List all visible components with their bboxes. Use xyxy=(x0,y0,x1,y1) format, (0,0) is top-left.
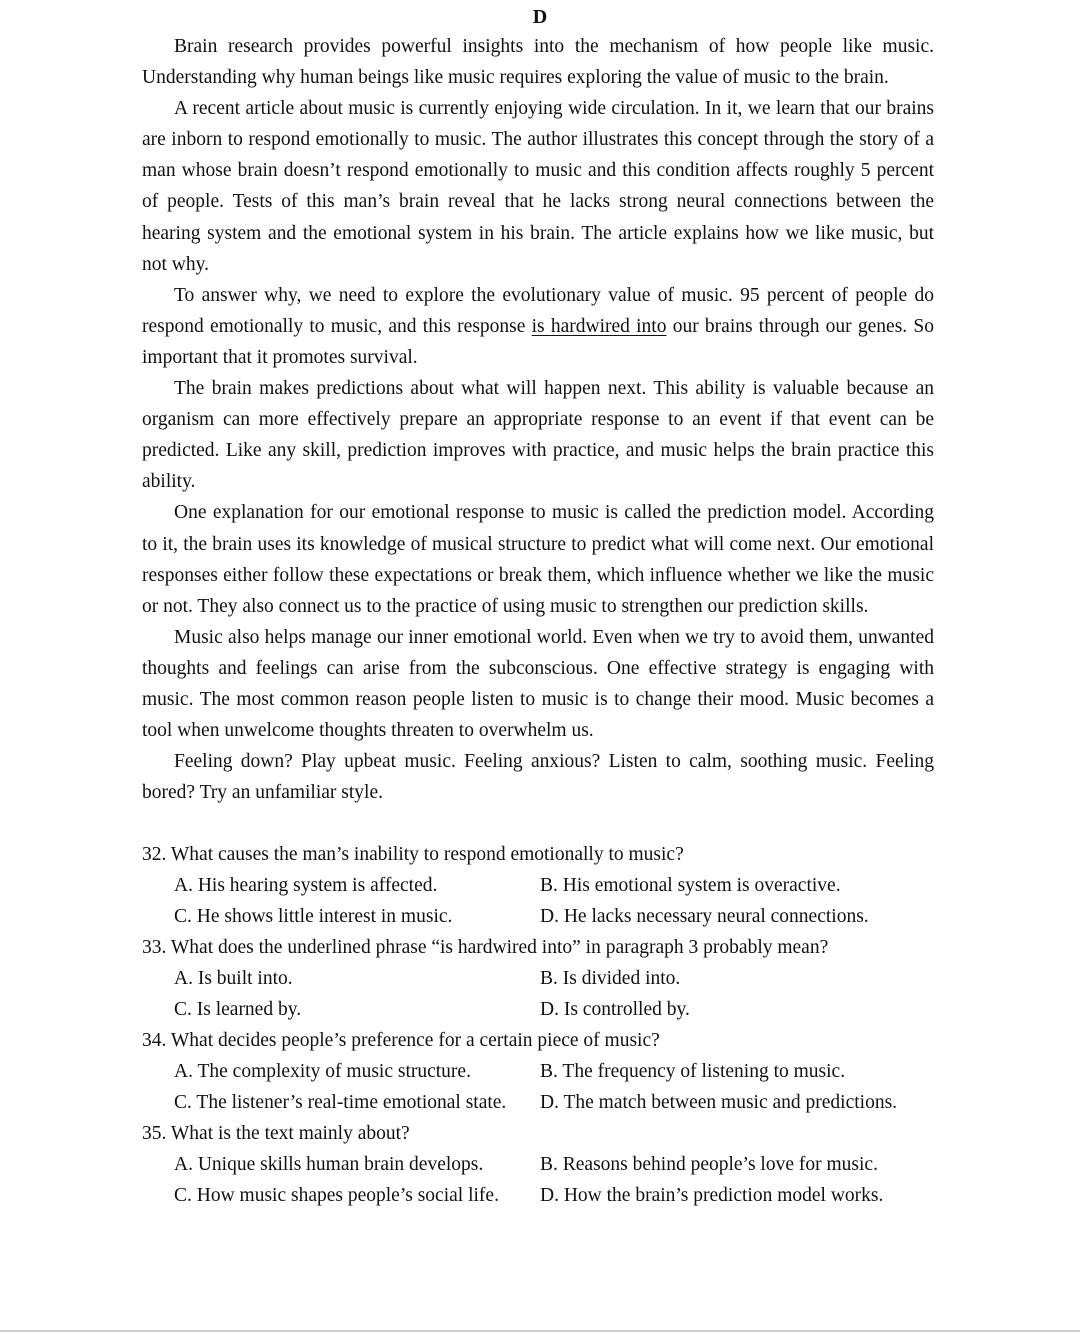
option-a[interactable]: A. Is built into. xyxy=(174,968,293,989)
question-stem: 32. What causes the man’s inability to respond emotionally to music? xyxy=(142,844,684,865)
underlined-phrase: is hardwired into xyxy=(531,315,667,337)
reading-passage xyxy=(142,31,934,808)
paragraph-4: The brain makes predictions about what will happen next. This ability is valuable because an organism can more effectively prepare an appropriate response to an event if that event can be predicted. Like any skill, prediction improves with practice, and music helps the brain practice this ability. xyxy=(142,378,934,493)
option-b[interactable]: B. His emotional system is overactive. xyxy=(540,875,841,896)
question-list xyxy=(142,839,942,1211)
question-stem: 35. What is the text mainly about? xyxy=(142,1123,410,1144)
question-35 xyxy=(142,1118,942,1211)
option-d[interactable]: D. Is controlled by. xyxy=(540,999,690,1020)
question-stem: 34. What decides people’s preference for a certain piece of music? xyxy=(142,1030,660,1051)
option-a[interactable]: A. His hearing system is affected. xyxy=(174,875,438,896)
paragraph-3-part-2: our brains through our genes. So important that it promotes survival. xyxy=(142,315,934,368)
option-b[interactable]: B. The frequency of listening to music. xyxy=(540,1061,846,1082)
paragraph-1: Brain research provides powerful insights into the mechanism of how people like music. Understanding why human beings like music requires exploring the value of music to the brain. xyxy=(142,36,934,89)
option-group xyxy=(142,1149,942,1211)
question-stem: 33. What does the underlined phrase “is hardwired into” in paragraph 3 probably mean? xyxy=(142,937,829,958)
section-heading: D xyxy=(532,6,548,28)
question-32 xyxy=(142,839,942,932)
option-c[interactable]: C. Is learned by. xyxy=(174,999,302,1020)
page-bottom-divider xyxy=(0,1330,1080,1332)
question-34 xyxy=(142,1025,942,1118)
option-group xyxy=(142,1056,942,1118)
option-a[interactable]: A. The complexity of music structure. xyxy=(174,1061,471,1082)
option-b[interactable]: B. Reasons behind people’s love for music. xyxy=(540,1154,878,1175)
option-b[interactable]: B. Is divided into. xyxy=(540,968,681,989)
option-group xyxy=(142,870,942,932)
paragraph-3 xyxy=(142,280,934,373)
option-d[interactable]: D. The match between music and predictions. xyxy=(540,1092,898,1113)
option-c[interactable]: C. How music shapes people’s social life. xyxy=(174,1185,499,1206)
paragraph-6: Music also helps manage our inner emotional world. Even when we try to avoid them, unwanted thoughts and feelings can arise from the subconscious. One effective strategy is engaging with music. The most common reason people listen to music is to change their mood. Music becomes a tool when unwelcome thoughts threaten to overwhelm us. xyxy=(142,626,934,742)
paragraph-5: One explanation for our emotional response to music is called the prediction model. According to it, the brain uses its knowledge of musical structure to predict what will come next. Our emotional responses either follow these expectations or break them, which influence whether we like the music or not. They also connect us to the practice of using music to strengthen our prediction skills. xyxy=(142,502,934,617)
paragraph-2: A recent article about music is currently enjoying wide circulation. In it, we learn that our brains are inborn to respond emotionally to music. The author illustrates this concept through the story of a man whose brain doesn’t respond emotionally to music and this condition affects roughly 5 percent of people. Tests of this man’s brain reveal that he lacks strong neural connections between the hearing system and the emotional system in his brain. The article explains how we like music, but not why. xyxy=(142,98,934,275)
option-c[interactable]: C. He shows little interest in music. xyxy=(174,906,453,927)
option-d[interactable]: D. How the brain’s prediction model works. xyxy=(540,1185,884,1206)
question-33 xyxy=(142,932,942,1025)
option-group xyxy=(142,963,942,1025)
paragraph-3-part-1: To answer why, we need to explore the evolutionary value of music. 95 percent of people do respond emotionally to music, and this response xyxy=(142,284,934,337)
option-a[interactable]: A. Unique skills human brain develops. xyxy=(174,1154,484,1175)
option-d[interactable]: D. He lacks necessary neural connections. xyxy=(540,906,869,927)
option-c[interactable]: C. The listener’s real-time emotional state. xyxy=(174,1092,507,1113)
paragraph-7: Feeling down? Play upbeat music. Feeling anxious? Listen to calm, soothing music. Feeling bored? Try an unfamiliar style. xyxy=(142,751,934,804)
